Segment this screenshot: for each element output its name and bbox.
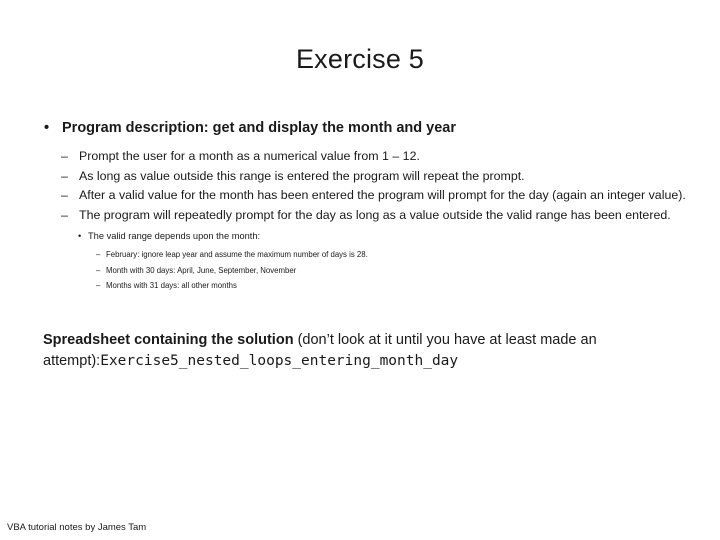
spreadsheet-reference — [43, 330, 693, 372]
level4-bullet-text: February: ignore leap year and assume the maximum number of days is 28. — [106, 250, 368, 259]
main-bullet — [0, 118, 720, 138]
dash-marker: – — [61, 168, 68, 183]
dash-marker: – — [96, 250, 101, 259]
dash-marker: – — [61, 188, 68, 202]
sub-bullet — [0, 186, 720, 205]
dash-marker: – — [96, 265, 101, 275]
main-bullet-text: Program description: get and display the month and year — [62, 120, 456, 136]
spreadsheet-filename: Exercise5_nested_loops_entering_month_day — [100, 353, 459, 369]
slide-title: Exercise 5 — [295, 44, 425, 74]
level4-bullet-text: Months with 31 days: all other months — [106, 281, 237, 290]
sub-bullet — [0, 167, 720, 186]
level3-bullet-text: The valid range depends upon the month: — [88, 231, 261, 241]
dash-marker: – — [61, 149, 68, 163]
dash-marker: – — [61, 207, 68, 222]
slide-content — [0, 118, 720, 294]
level3-bullet — [0, 229, 720, 243]
sub-bullet-text: As long as value outside this range is entered the program will repeat the prompt. — [79, 168, 525, 183]
bullet-marker: • — [44, 120, 50, 136]
sub-bullet-list — [0, 147, 720, 224]
level4-bullet — [0, 263, 720, 279]
sub-bullet — [0, 147, 720, 166]
spreadsheet-label: Spreadsheet containing the solution — [43, 332, 294, 348]
bullet-marker: • — [78, 231, 82, 241]
sub-bullet-text: After a valid value for the month has been entered the program will prompt for the day (again an integer value). — [79, 188, 686, 202]
level4-bullet — [0, 278, 720, 294]
level4-bullet — [0, 247, 720, 263]
level4-bullet-list — [0, 247, 720, 294]
level4-bullet-text: Month with 30 days: April, June, September, November — [106, 265, 297, 275]
sub-bullet-text: The program will repeatedly prompt for the day as long as a value outside the valid range has been entered. — [79, 207, 671, 222]
sub-bullet — [0, 206, 720, 225]
slide-footer: VBA tutorial notes by James Tam — [7, 522, 147, 533]
spreadsheet-note: (don’t look at it until you have at least made an attempt): — [43, 332, 597, 369]
sub-bullet-text: Prompt the user for a month as a numerical value from 1 – 12. — [79, 149, 420, 163]
dash-marker: – — [96, 281, 101, 290]
